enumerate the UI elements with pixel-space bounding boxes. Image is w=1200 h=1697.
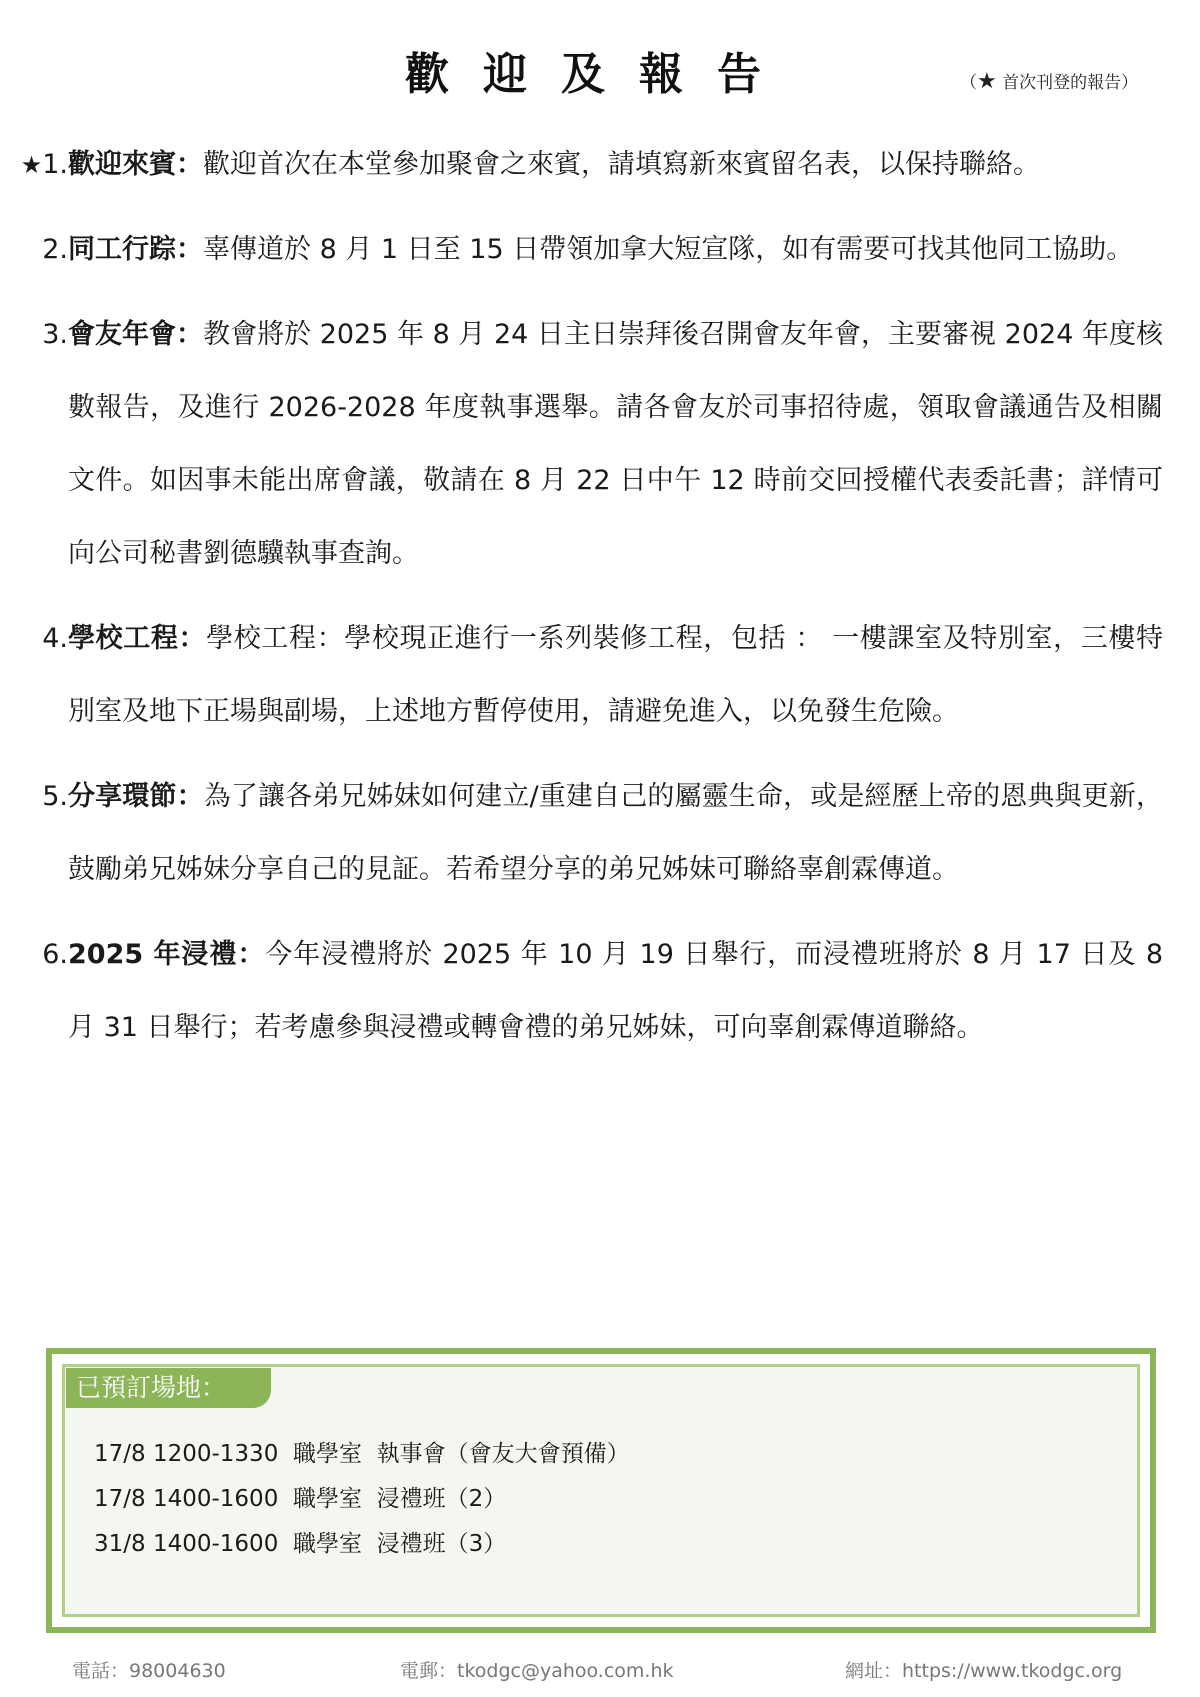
booked-venues-list — [94, 1432, 630, 1567]
item-label: 2025 年浸禮： — [68, 939, 266, 970]
item-text: 教會將於 2025 年 8 月 24 日主日崇拜後召開會友年會，主要審視 2024 年度核數報告，及進行 2026-2028 年度執事選舉。請各會友於司事招待處，領取會議通告及相關文件。如因事未能出席會議，敬請在 8 月 22 日中午 12 時前交回授權代表委託書；詳情可向公司秘書劉德驥執事查詢。 — [68, 319, 1164, 569]
item-body — [68, 760, 1163, 906]
item-label: 學校工程： — [68, 623, 207, 654]
item-body — [68, 602, 1163, 748]
item-number: 6. — [42, 939, 68, 970]
item-text: 辜傳道於 8 月 1 日至 15 日帶領加拿大短宣隊，如有需要可找其他同工協助。 — [203, 234, 1134, 265]
announcement-item — [0, 918, 1200, 1064]
item-text: 歡迎首次在本堂參加聚會之來賓，請填寫新來賓留名表，以保持聯絡。 — [203, 149, 1040, 180]
star-icon: ★ — [977, 69, 997, 94]
legend-text: 首次刊登的報告 — [1002, 73, 1122, 93]
booked-venues-heading: 已預訂場地： — [66, 1368, 271, 1408]
star-icon: ★ — [20, 151, 43, 179]
footer-email: 電郵：tkodgc@yahoo.com.hk — [400, 1660, 674, 1682]
item-label: 歡迎來賓： — [68, 149, 203, 180]
item-number: 5. — [42, 781, 68, 812]
legend-close: ） — [1121, 73, 1139, 93]
item-number: 2. — [42, 234, 68, 265]
item-body — [68, 128, 1163, 201]
venue-row: 17/8 1400-1600 職學室 浸禮班（2） — [94, 1486, 507, 1512]
item-text: 今年浸禮將於 2025 年 10 月 19 日舉行，而浸禮班將於 8 月 17 日及 8 月 31 日舉行；若考慮參與浸禮或轉會禮的弟兄姊妹，可向辜創霖傳道聯絡。 — [68, 939, 1164, 1043]
venue-row: 31/8 1400-1600 職學室 浸禮班（3） — [94, 1531, 507, 1557]
item-body — [68, 298, 1163, 590]
booked-venues-panel — [46, 1348, 1156, 1633]
announcement-list — [0, 128, 1200, 1076]
announcement-item — [0, 760, 1200, 906]
item-number: ★1. — [20, 149, 68, 180]
item-label: 分享環節： — [68, 781, 204, 812]
item-label: 同工行踪： — [68, 234, 203, 265]
legend-open: （ — [960, 73, 977, 93]
announcement-item — [0, 128, 1200, 201]
footer-phone: 電話：98004630 — [72, 1660, 226, 1682]
venue-row: 17/8 1200-1330 職學室 執事會（會友大會預備） — [94, 1441, 630, 1467]
item-text: 為了讓各弟兄姊妹如何建立/重建自己的屬靈生命，或是經歷上帝的恩典與更新，鼓勵弟兄姊妹分享自己的見証。若希望分享的弟兄姊妹可聯絡辜創霖傳道。 — [68, 781, 1163, 885]
footer-website: 網址：https://www.tkodgc.org — [845, 1660, 1123, 1682]
item-number: 4. — [42, 623, 68, 654]
announcement-item — [0, 298, 1200, 590]
announcement-item — [0, 602, 1200, 748]
item-body — [68, 918, 1163, 1064]
item-number: 3. — [42, 319, 68, 350]
item-body — [68, 213, 1163, 286]
first-published-legend — [960, 68, 1138, 94]
announcement-item — [0, 213, 1200, 286]
page-title: 歡迎及報告 — [405, 49, 795, 100]
item-label: 會友年會： — [68, 319, 204, 350]
item-text: 學校工程：學校現正進行一系列裝修工程，包括 ： 一樓課室及特別室，三樓特別室及地下正場與副場，上述地方暫停使用，請避免進入，以免發生危險。 — [68, 623, 1163, 727]
